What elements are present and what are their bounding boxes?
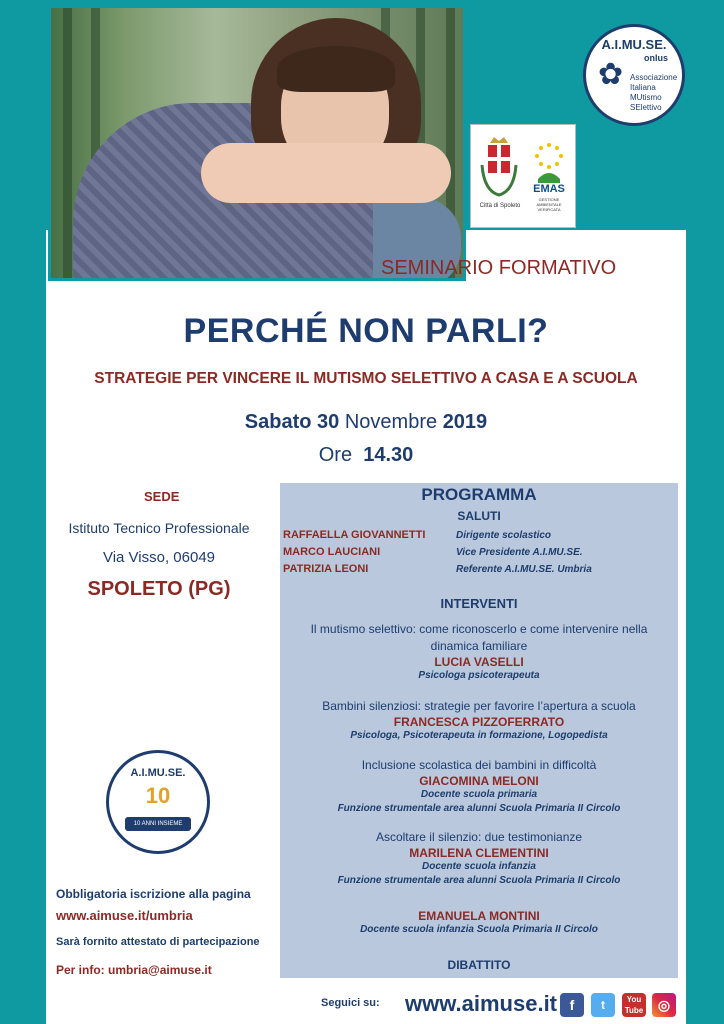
sponsor-logos bbox=[470, 124, 576, 228]
talk-item bbox=[280, 909, 678, 937]
greeting-role: Referente A.I.MU.SE. Umbria bbox=[456, 564, 592, 575]
flower-icon: ✿ bbox=[598, 58, 624, 91]
emas-subtitle: GESTIONE AMBIENTALE VERIFICATA bbox=[536, 197, 562, 212]
logo-lines: Associazione Italiana MUtismo SElettivo bbox=[630, 73, 678, 112]
spoleto-crest-icon bbox=[476, 135, 522, 201]
logo-onlus: onlus bbox=[644, 53, 668, 63]
event-time: Ore 14.30 bbox=[318, 444, 414, 466]
closing-label: DIBATTITO bbox=[447, 958, 511, 972]
talk-title: Bambini silenziosi: strategie per favorire l’apertura a scuola bbox=[322, 699, 636, 713]
teal-background-right bbox=[686, 0, 724, 1024]
talk-speaker: EMANUELA MONTINI bbox=[418, 909, 540, 923]
greeting-role: Dirigente scolastico bbox=[456, 530, 552, 541]
greetings-label: SALUTI bbox=[457, 509, 501, 523]
facebook-icon[interactable]: f bbox=[560, 993, 584, 1017]
program-box bbox=[280, 483, 678, 978]
talk-item bbox=[280, 829, 678, 888]
talk-role: Psicologa psicoterapeuta bbox=[418, 670, 540, 681]
venue-address: Via Visso, 06049 bbox=[102, 549, 216, 566]
seminar-label: SEMINARIO FORMATIVO bbox=[381, 257, 617, 279]
greeting-name: RAFFAELLA GIOVANNETTI bbox=[283, 529, 426, 541]
info-email[interactable]: Per info: umbria@aimuse.it bbox=[56, 963, 212, 977]
talk-item bbox=[280, 698, 678, 743]
talk-speaker: FRANCESCA PIZZOFERRATO bbox=[393, 715, 565, 729]
talk-item bbox=[280, 621, 678, 683]
event-date: Sabato 30 Novembre 2019 bbox=[244, 411, 488, 433]
emas-name: EMAS bbox=[533, 183, 565, 195]
talk-title: Ascoltare il silenzio: due testimonianze bbox=[375, 830, 583, 844]
twitter-icon[interactable]: t bbox=[591, 993, 615, 1017]
logo-title: A.I.MU.SE. bbox=[601, 37, 667, 52]
website-link[interactable]: www.aimuse.it bbox=[405, 991, 558, 1016]
talk-role: Docente scuola primaria bbox=[420, 789, 538, 800]
instagram-icon[interactable]: ◎ bbox=[652, 993, 676, 1017]
talk-speaker: LUCIA VASELLI bbox=[434, 655, 524, 669]
talks-label: INTERVENTI bbox=[440, 596, 518, 611]
talk-title: Il mutismo selettivo: come riconoscerlo e come intervenire nella dinamica familiare bbox=[310, 622, 648, 653]
certificate-note: Sarà fornito attestato di partecipazione bbox=[56, 936, 260, 948]
venue-city: SPOLETO (PG) bbox=[87, 578, 231, 600]
registration-note: Obbligatoria iscrizione alla pagina bbox=[56, 887, 251, 901]
talk-role: Psicologa, Psicoterapeuta in formazione, Logopedista bbox=[350, 730, 608, 741]
aimuse-logo bbox=[583, 24, 685, 126]
talk-role: Docente scuola infanzia Scuola Primaria II Circolo bbox=[360, 924, 598, 935]
registration-link[interactable]: www.aimuse.it/umbria bbox=[56, 908, 193, 923]
talk-speaker: GIACOMINA MELONI bbox=[419, 774, 539, 788]
talk-speaker: MARILENA CLEMENTINI bbox=[409, 846, 549, 860]
talk-role: Docente scuola infanzia bbox=[422, 861, 536, 872]
talk-role-extra: Funzione strumentale area alunni Scuola Primaria II Circolo bbox=[337, 875, 621, 886]
youtube-icon[interactable]: You Tube bbox=[622, 993, 646, 1017]
city-name: Città di Spoleto bbox=[479, 203, 521, 209]
event-subtitle: STRATEGIE PER VINCERE IL MUTISMO SELETTIVO A CASA E A SCUOLA bbox=[94, 370, 638, 387]
greeting-name: PATRIZIA LEONI bbox=[283, 563, 369, 575]
follow-label: Seguici su: bbox=[321, 997, 380, 1009]
greeting-name: MARCO LAUCIANI bbox=[283, 546, 381, 558]
venue-label: SEDE bbox=[144, 489, 180, 504]
talk-item bbox=[280, 757, 678, 816]
anniversary-number: 10 bbox=[145, 783, 171, 808]
teal-background-left bbox=[0, 0, 46, 1024]
talk-role-extra: Funzione strumentale area alunni Scuola Primaria II Circolo bbox=[337, 803, 621, 814]
anniversary-logo bbox=[106, 750, 210, 854]
venue-name: Istituto Tecnico Professionale bbox=[68, 520, 250, 536]
greeting-role: Vice Presidente A.I.MU.SE. bbox=[456, 547, 583, 558]
girl-photo bbox=[48, 5, 466, 281]
talk-title: Inclusione scolastica dei bambini in difficoltà bbox=[361, 758, 597, 772]
program-title: PROGRAMMA bbox=[421, 485, 537, 504]
anniversary-title: A.I.MU.SE. bbox=[130, 767, 186, 779]
event-title: PERCHÉ NON PARLI? bbox=[183, 312, 549, 350]
anniversary-slogan: 10 ANNI INSIEME bbox=[125, 817, 191, 831]
